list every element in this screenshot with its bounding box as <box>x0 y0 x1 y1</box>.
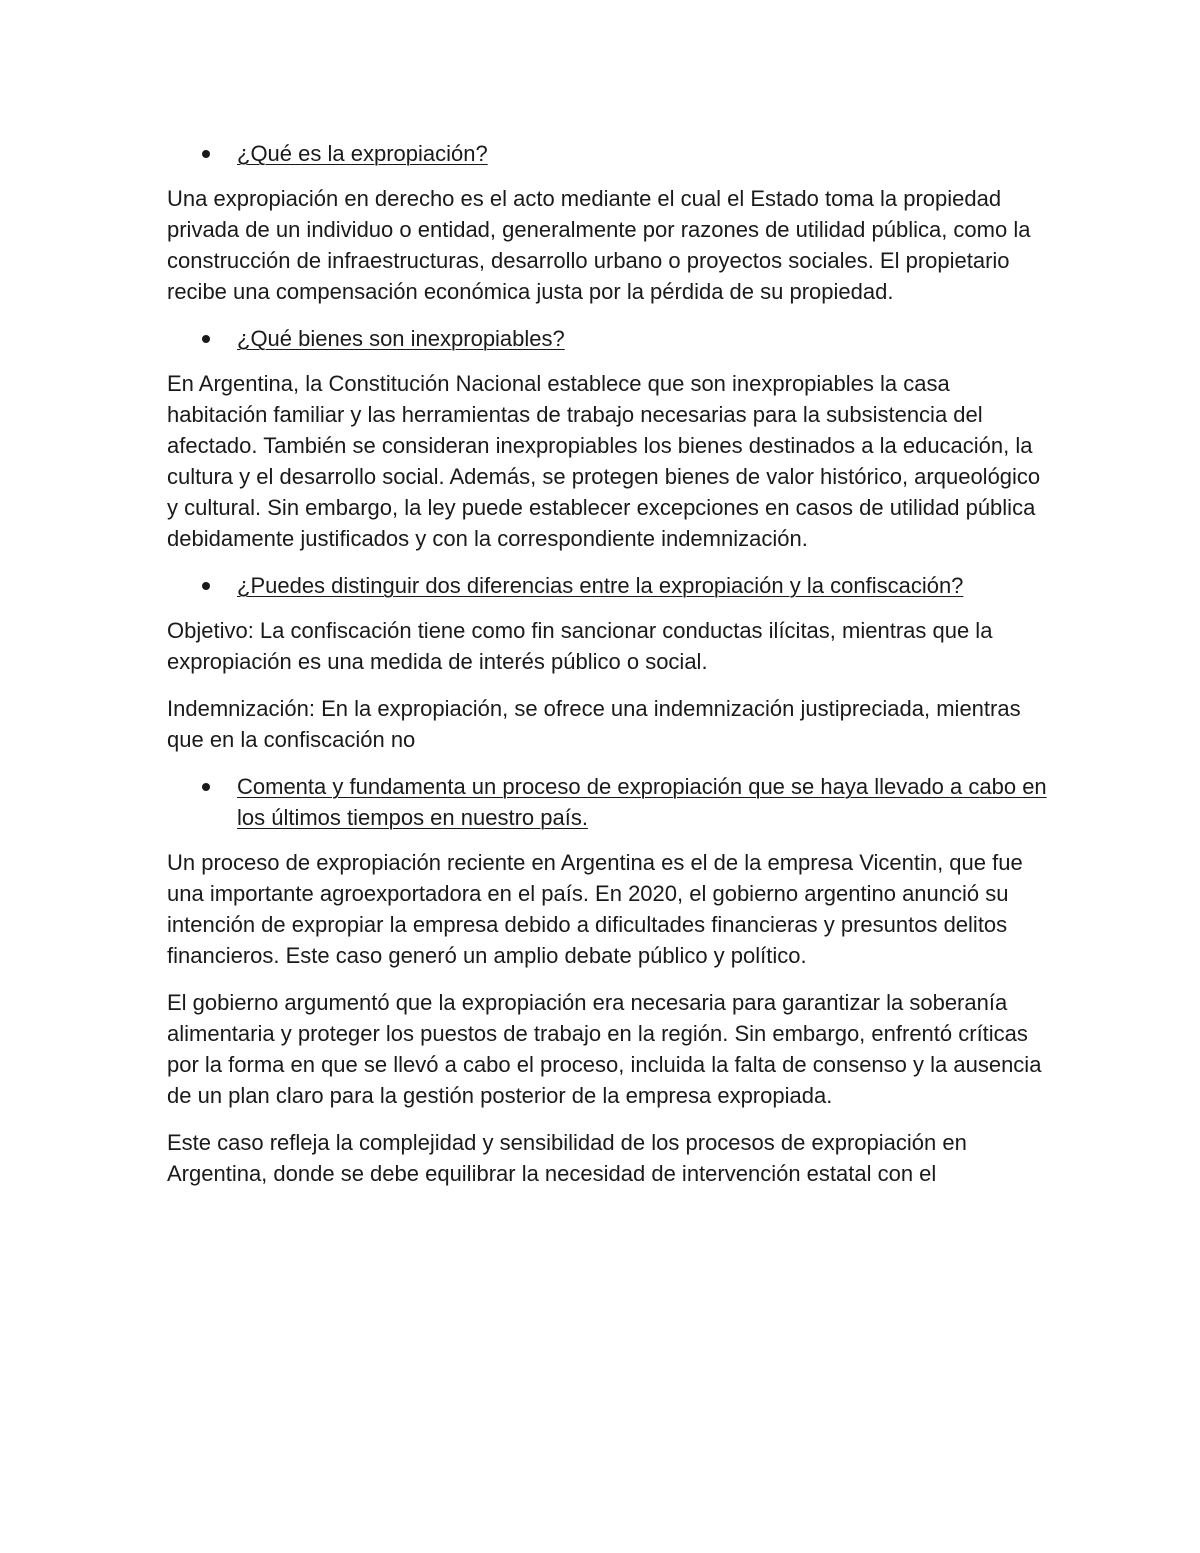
question-text: ¿Qué bienes son inexpropiables? <box>237 326 565 351</box>
document-page <box>167 138 1047 1205</box>
answer-paragraph: Objetivo: La confiscación tiene como fin sancionar conductas ilícitas, mientras que la expropiación es una medida de interés público o social. <box>167 618 993 674</box>
bullet-icon <box>202 582 210 590</box>
bullet-icon <box>202 335 210 343</box>
question-text: ¿Qué es la expropiación? <box>237 141 488 166</box>
bullet-icon <box>202 783 210 791</box>
answer-paragraph: Indemnización: En la expropiación, se ofrece una indemnización justipreciada, mientras que en la confiscación no <box>167 696 1021 752</box>
question-item <box>167 570 1047 601</box>
answer-paragraph: El gobierno argumentó que la expropiación era necesaria para garantizar la soberanía alimentaria y proteger los puestos de trabajo en la región. Sin embargo, enfrentó críticas por la forma en que se llevó a cabo el proceso, incluida la falta de consenso y la ausencia de un plan claro para la gestión posterior de la empresa expropiada. <box>167 990 1042 1108</box>
question-item <box>167 771 1047 833</box>
question-text: Comenta y fundamenta un proceso de expropiación que se haya llevado a cabo en los últimos tiempos en nuestro país. <box>237 774 1047 830</box>
answer-paragraph: Un proceso de expropiación reciente en Argentina es el de la empresa Vicentin, que fue una importante agroexportadora en el país. En 2020, el gobierno argentino anunció su intención de expropiar la empresa debido a dificultades financieras y presuntos delitos financieros. Este caso generó un amplio debate público y político. <box>167 850 1023 968</box>
bullet-icon <box>202 150 210 158</box>
answer-paragraph: Este caso refleja la complejidad y sensibilidad de los procesos de expropiación en Argentina, donde se debe equilibrar la necesidad de intervención estatal con el <box>167 1130 967 1186</box>
question-text: ¿Puedes distinguir dos diferencias entre la expropiación y la confiscación? <box>237 573 964 598</box>
question-item <box>167 138 1047 169</box>
question-item <box>167 323 1047 354</box>
answer-paragraph: Una expropiación en derecho es el acto mediante el cual el Estado toma la propiedad privada de un individuo o entidad, generalmente por razones de utilidad pública, como la construcción de infraestructuras, desarrollo urbano o proyectos sociales. El propietario recibe una compensación económica justa por la pérdida de su propiedad. <box>167 186 1031 304</box>
answer-paragraph: En Argentina, la Constitución Nacional establece que son inexpropiables la casa habitación familiar y las herramientas de trabajo necesarias para la subsistencia del afectado. También se consideran inexpropiables los bienes destinados a la educación, la cultura y el desarrollo social. Además, se protegen bienes de valor histórico, arqueológico y cultural. Sin embargo, la ley puede establecer excepciones en casos de utilidad pública debidamente justificados y con la correspondiente indemnización. <box>167 371 1041 551</box>
